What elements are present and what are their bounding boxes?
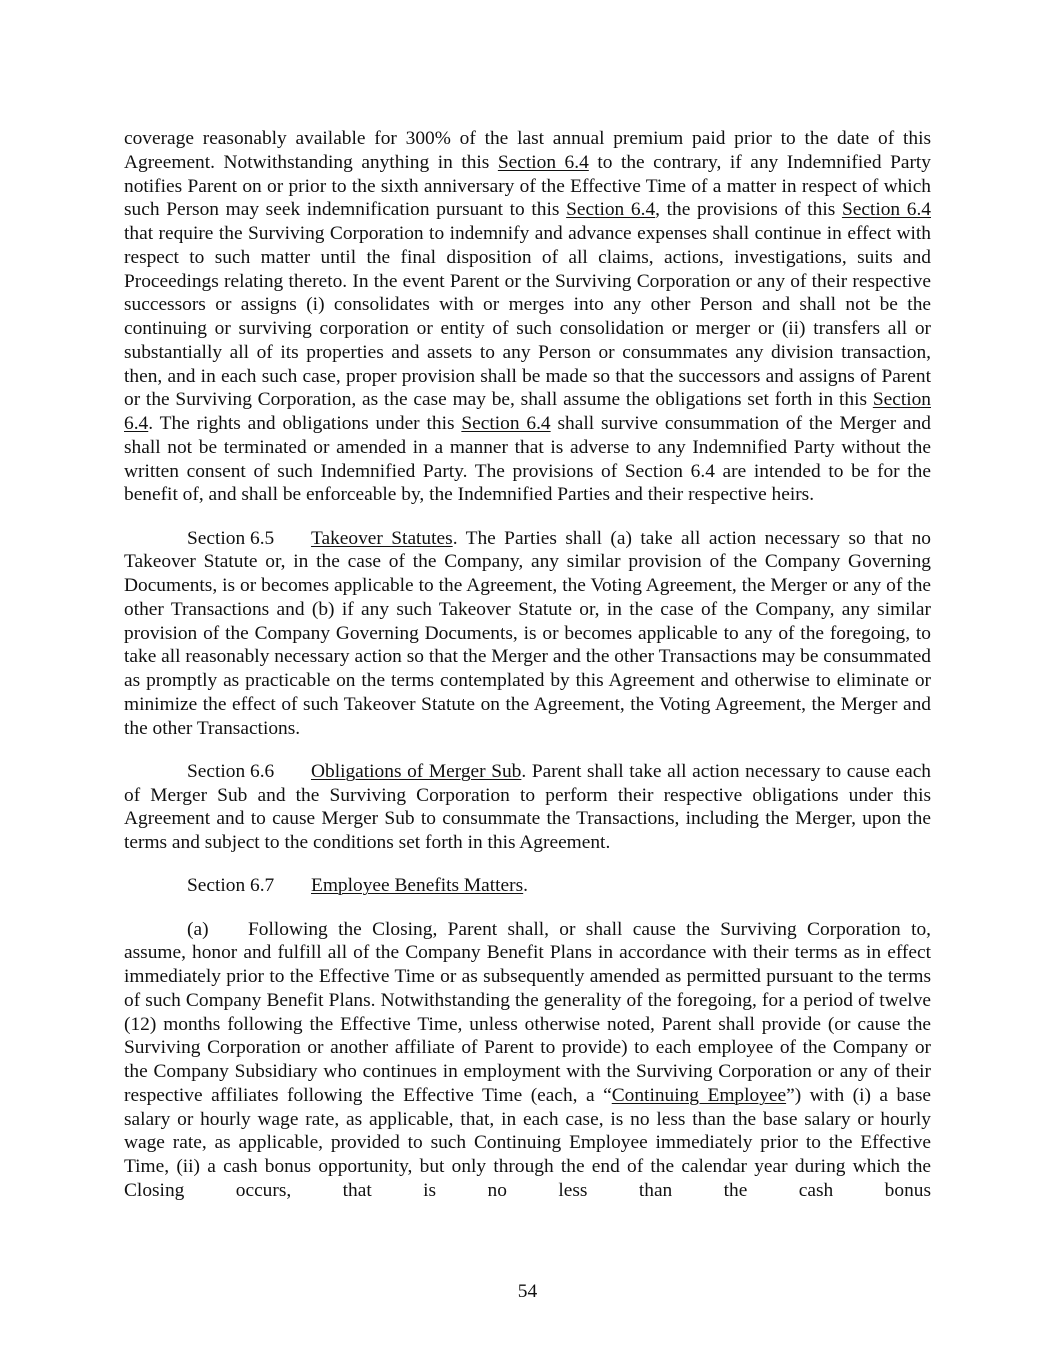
underlined-reference: Section 6.4 — [841, 199, 931, 221]
section-number: (a) — [187, 918, 209, 940]
text-run: . The Parties shall (a) take all action necessary so that no Takeover Statute or, in the case of the Company, any similar provision of the Company Governing Documents, is or becomes applicable to the Agreement, the Voting Agreement, the Merger or any of the other Transactions and (b) if any such Takeover Statute or, in the case of the Company, any similar provision of the Company Governing Documents, is or becomes applicable to any of the foregoing, to take all reasonably necessary action so that the Merger and the other Transactions may be consummated as promptly as practicable on the terms contemplated by this Agreement and otherwise to eliminate or minimize the effect of such Takeover Statute on the Agreement, the Voting Agreement, the Merger and the other Transactions. — [124, 527, 931, 739]
underlined-reference: Section 6.4 — [566, 199, 656, 221]
text-run: ”) with (i) a base salary or hourly wage rate, as applicable, that, in each case, is no less than the base salary or hourly wage rate, as applicable, provided to such Continuing Employee immediately prior to the Effective Time, (ii) a cash bonus opportunity, but only through the end of the calendar year during which the Closing occurs, that is no less than the cash bonus — [124, 1084, 931, 1201]
underlined-reference: Section 6.4 — [461, 413, 551, 434]
section-number: Section 6.6 — [187, 760, 275, 782]
paragraph — [124, 127, 931, 507]
text-run: that require the Surviving Corporation to indemnify and advance expenses shall continue in effect with respect to such matter until the final disposition of all claims, actions, investigations, suits and Proceedings relating thereto. In the event Parent or the Surviving Corporation or any of their respective successors or assigns (i) consolidates with or merges into any other Person and shall not be the continuing or surviving corporation or entity of such consolidation or merger or (ii) transfers all or substantially all of its properties and assets to any Person or consummates any division transaction, then, and in each such case, proper provision shall be made so that the successors and assigns of Parent or the Surviving Corporation, as the case may be, shall assume the obligations set forth in this — [124, 223, 931, 411]
section-paragraph — [124, 760, 931, 855]
text-run: coverage reasonably available for 300% of the last annual premium paid prior to the date of this Agreement. Notwithstanding anything in this — [124, 128, 931, 173]
text-run: Following the Closing, Parent shall, or shall cause the Surviving Corporation to, assume, honor and fulfill all of the Company Benefit Plans in accordance with their terms as in effect immediately prior to the Effective Time or as subsequently amended as permitted pursuant to the terms of such Company Benefit Plans. Notwithstanding the generality of the foregoing, for a period of twelve (12) months following the Effective Time, unless otherwise noted, Parent shall provide (or cause the Surviving Corporation or another affiliate of Parent to provide) to each employee of the Company or the Company Subsidiary who continues in employment with the Surviving Corporation or any of their respective affiliates following the Effective Time (each, a “ — [124, 918, 931, 1106]
underlined-reference: Section 6.4 — [497, 151, 589, 173]
underlined-reference: Obligations of Merger Sub — [311, 760, 522, 782]
text-run: . Parent shall take all action necessary to cause each of Merger Sub and the Surviving Corporation to perform their respective obligations under this Agreement and to cause Merger Sub to consummate the Transactions, including the Merger, upon the terms and subject to the conditions set forth in this Agreement. — [124, 760, 931, 853]
section-number: Section 6.7 — [187, 875, 275, 897]
underlined-reference: Continuing Employee — [611, 1084, 787, 1106]
text-run: shall survive consummation of the Merger and shall not be terminated or amended in a manner that is adverse to any Indemnified Party without the written consent of such Indemnified Party. The provisions of Section 6.4 are intended to be for the benefit of, and shall be enforceable by, the Indemnified Parties and their respective heirs. — [124, 413, 932, 506]
underlined-reference: Employee Benefits Matters — [311, 875, 524, 897]
text-run: , the provisions of this — [655, 199, 842, 221]
section-paragraph — [124, 874, 931, 898]
text-run: . — [523, 875, 529, 897]
section-number: Section 6.5 — [187, 527, 275, 549]
document-body — [124, 127, 931, 1222]
text-run: to the contrary, if any Indemnified Party notifies Parent on or prior to the sixth anniversary of the Effective Time of a matter in respect of which such Person may seek indemnification pursuant to this — [124, 151, 931, 221]
underlined-reference: Section 6.4 — [124, 389, 931, 434]
section-paragraph — [124, 527, 931, 741]
section-paragraph — [124, 918, 931, 1203]
text-run: . The rights and obligations under this — [148, 413, 462, 434]
page-number: 54 — [517, 1281, 538, 1302]
underlined-reference: Takeover Statutes — [311, 527, 453, 549]
